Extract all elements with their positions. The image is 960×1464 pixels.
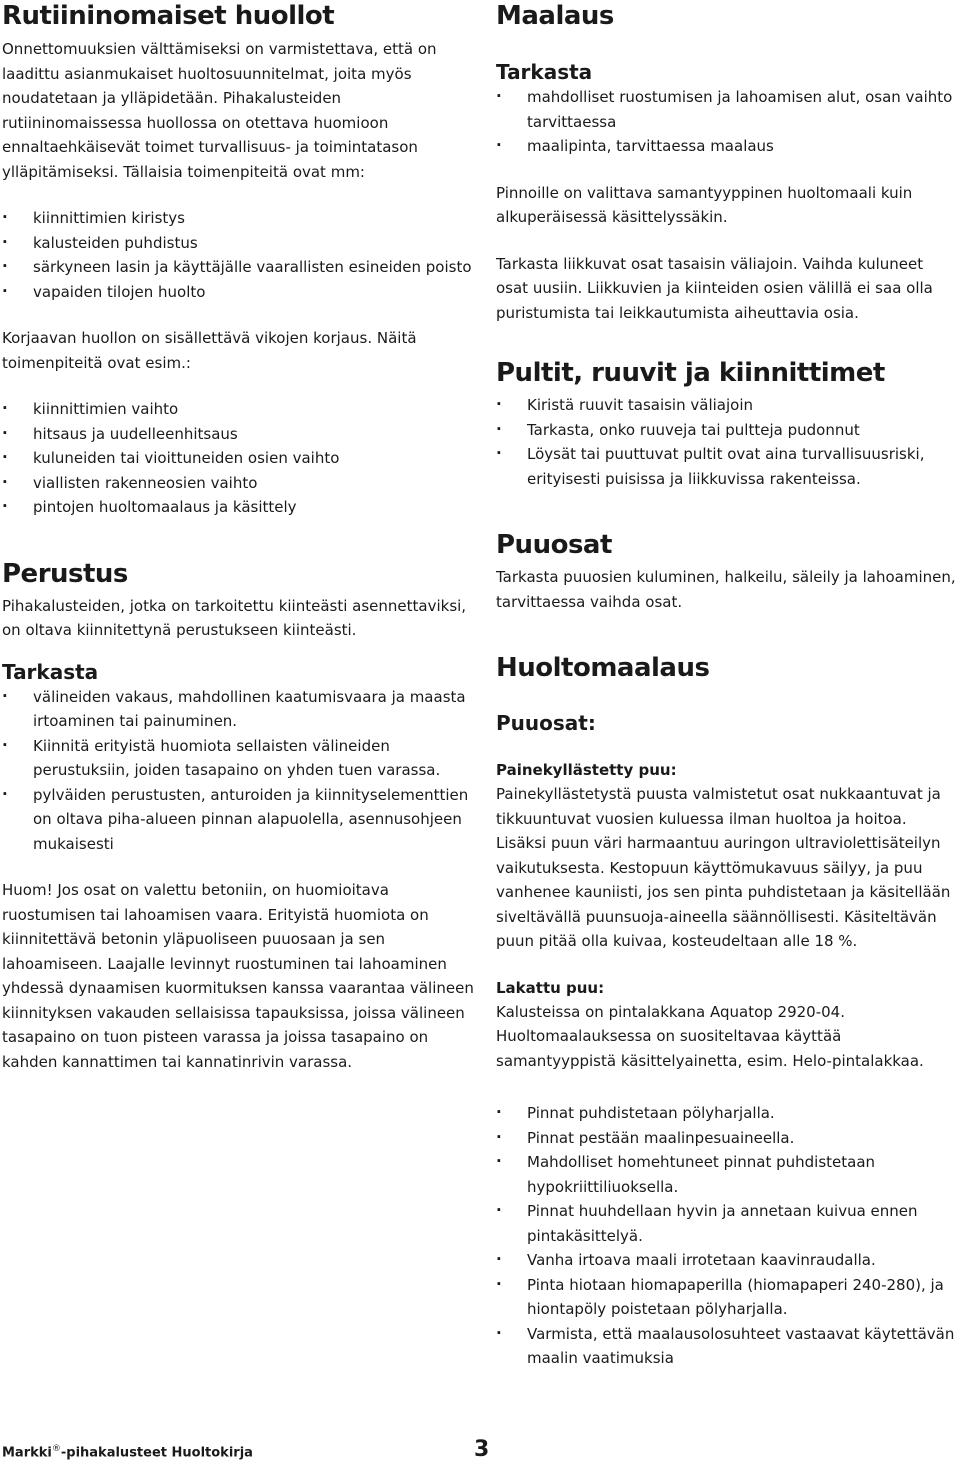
lakattu-title: Lakattu puu: [496, 978, 605, 997]
list-item: · Pinnat pestään maalinpesuaineella. [496, 1126, 958, 1151]
list-item: · kuluneiden tai vioittuneiden osien vaihto [2, 446, 476, 471]
brand-name: Markki [2, 1445, 52, 1461]
list-item: · Kiinnitä erityistä huomiota sellaisten välineiden perustuksiin, joiden tasapaino on yhden tuen varassa. [2, 734, 476, 783]
section-title-pultit: Pultit, ruuvit ja kiinnittimet [496, 358, 885, 388]
section-title-maalaus: Maalaus [496, 1, 614, 31]
corrective-maintenance-text: Korjaavan huollon on sisällettävä vikojen korjaus. Näitä toimenpiteitä ovat esim.: [2, 329, 417, 372]
page-number: 3 [474, 1437, 490, 1462]
list-item: · särkyneen lasin ja käyttäjälle vaarallisten esineiden poisto [2, 255, 476, 280]
painekyllastetty-title: Painekyllästetty puu: [496, 761, 677, 779]
list-item: · pylväiden perustusten, anturoiden ja kiinnityselementtien on oltava piha-alueen pinnan alapuolella, asennusohjeen mukaisesti [2, 783, 476, 857]
list-item: · kalusteiden puhdistus [2, 231, 476, 256]
list-item: · maalipinta, tarvittaessa maalaus [496, 134, 958, 159]
perustus-subtitle-tarkasta: Tarkasta [2, 659, 99, 684]
list-item: · välineiden vakaus, mahdollinen kaatumisvaara ja maasta irtoaminen tai painuminen. [2, 685, 476, 734]
perustus-note: Huom! Jos osat on valettu betoniin, on huomioitava ruostumisen tai lahoamisen vaara. Erityistä huomiota on kiinnitettävä betonin yläpuoliseen puuosaan ja sen lahoamiseen. Laajalle levinnyt ruostuminen tai lahoaminen yhdessä dynaamisen kuormituksen kanssa vaarantaa välineen kiinnityksen vakauden sellaisissa tapauksissa, joissa välineen tasapaino on tuon pisteen varassa ja joissa tasapaino on kahden kannattimen tai kannatinrivin varassa. [2, 881, 474, 1071]
footer-title: -pihakalusteet Huoltokirja [60, 1445, 253, 1461]
pultit-list [496, 393, 958, 491]
list-item: · Tarkasta, onko ruuveja tai pultteja pudonnut [496, 418, 958, 443]
maalaus-paragraph-1: Pinnoille on valittava samantyyppinen huoltomaali kuin alkuperäisessä käsittelyssäkin. [496, 183, 913, 226]
section-title-rutiininomaiset: Rutiininomaiset huollot [2, 1, 335, 31]
puuosat-text: Tarkasta puuosien kuluminen, halkeilu, säleily ja lahoaminen, tarvittaessa vaihda osat. [496, 568, 956, 611]
list-item: · Mahdolliset homehtuneet pinnat puhdistetaan hypokriittiliuoksella. [496, 1150, 958, 1199]
painekyllastetty-text: Painekyllästetystä puusta valmistetut osat nukkaantuvat ja tikkuuntuvat vuosien kuluessa ilman huoltoa ja hoitoa. Lisäksi puun väri harmaantuu auringon ultraviolettisäteilyn vaikutuksesta. Kestopuun käyttömukavuus säilyy, ja puu vanhenee kauniisti, jos sen pinta puhdistetaan ja käsitellään siveltävällä puunsuoja-aineella säännöllisesti. Käsiteltävän puun pitää olla kuivaa, kosteudeltaan alle 18 %. [496, 785, 951, 950]
section-title-perustus: Perustus [2, 558, 128, 589]
list-item: · pintojen huoltomaalaus ja käsittely [2, 495, 476, 520]
list-item: · viallisten rakenneosien vaihto [2, 471, 476, 496]
rutiini-list-corrective [2, 397, 476, 520]
registered-mark: ® [51, 1444, 61, 1454]
list-item: · Kiristä ruuvit tasaisin väliajoin [496, 393, 958, 418]
maalaus-paragraph-2: Tarkasta liikkuvat osat tasaisin väliajoin. Vaihda kuluneet osat uusiin. Liikkuvien ja kiinteiden osien välillä ei saa olla puristumista tai leikkautumista aiheuttavia osia. [496, 254, 933, 322]
list-item: · Vanha irtoava maali irrotetaan kaavinraudalla. [496, 1248, 958, 1273]
list-item: · kiinnittimien vaihto [2, 397, 476, 422]
perustus-list [2, 685, 476, 857]
section-title-huoltomaalaus: Huoltomaalaus [496, 653, 710, 683]
perustus-intro: Pihakalusteiden, jotka on tarkoitettu kiinteästi asennettaviksi, on oltava kiinnitettynä perustukseen kiinteästi. [2, 596, 467, 639]
list-item: · kiinnittimien kiristys [2, 206, 476, 231]
maalaus-subtitle-tarkasta: Tarkasta [496, 60, 593, 84]
section-title-puuosat: Puuosat [496, 530, 612, 560]
footer-brand [2, 1440, 253, 1462]
huoltomaalaus-subtitle-puuosat: Puuosat: [496, 711, 596, 735]
list-item: · Pinnat puhdistetaan pölyharjalla. [496, 1101, 958, 1126]
left-column [2, 0, 476, 1074]
list-item: · vapaiden tilojen huolto [2, 280, 476, 305]
list-item: · Pinta hiotaan hiomapaperilla (hiomapaperi 240-280), ja hiontapöly poistetaan pölyharjalla. [496, 1273, 958, 1322]
list-item: · Varmista, että maalausolosuhteet vastaavat käytettävän maalin vaatimuksia [496, 1322, 958, 1371]
rutiini-intro: Onnettomuuksien välttämiseksi on varmistettava, että on laadittu asianmukaiset huoltosuunnitelmat, joita myös noudatetaan ja ylläpidetään. Pihakalusteiden rutiininomaissessa huollossa on otettava huomioon ennaltaehkäisevät toimet turvallisuus- ja toimintatason ylläpitämiseksi. Tällaisia toimenpiteitä ovat mm: [2, 40, 437, 181]
lakattu-text: Kalusteissa on pintalakkana Aquatop 2920-04. Huoltomaalauksessa on suositeltavaa käyttää samantyyppistä käsittelyainetta, esim. Helo-pintalakkaa. [496, 1002, 924, 1070]
maalaus-list [496, 85, 958, 159]
list-item: · mahdolliset ruostumisen ja lahoamisen alut, osan vaihto tarvittaessa [496, 85, 958, 134]
list-item: · Pinnat huuhdellaan hyvin ja annetaan kuivua ennen pintakäsittelyä. [496, 1199, 958, 1248]
huoltomaalaus-list [496, 1101, 958, 1371]
right-column [496, 0, 958, 1371]
rutiini-list-preventive [2, 206, 476, 304]
list-item: · hitsaus ja uudelleenhitsaus [2, 422, 476, 447]
list-item: · Löysät tai puuttuvat pultit ovat aina turvallisuusriski, erityisesti puisissa ja liikkuvissa rakenteissa. [496, 442, 958, 491]
